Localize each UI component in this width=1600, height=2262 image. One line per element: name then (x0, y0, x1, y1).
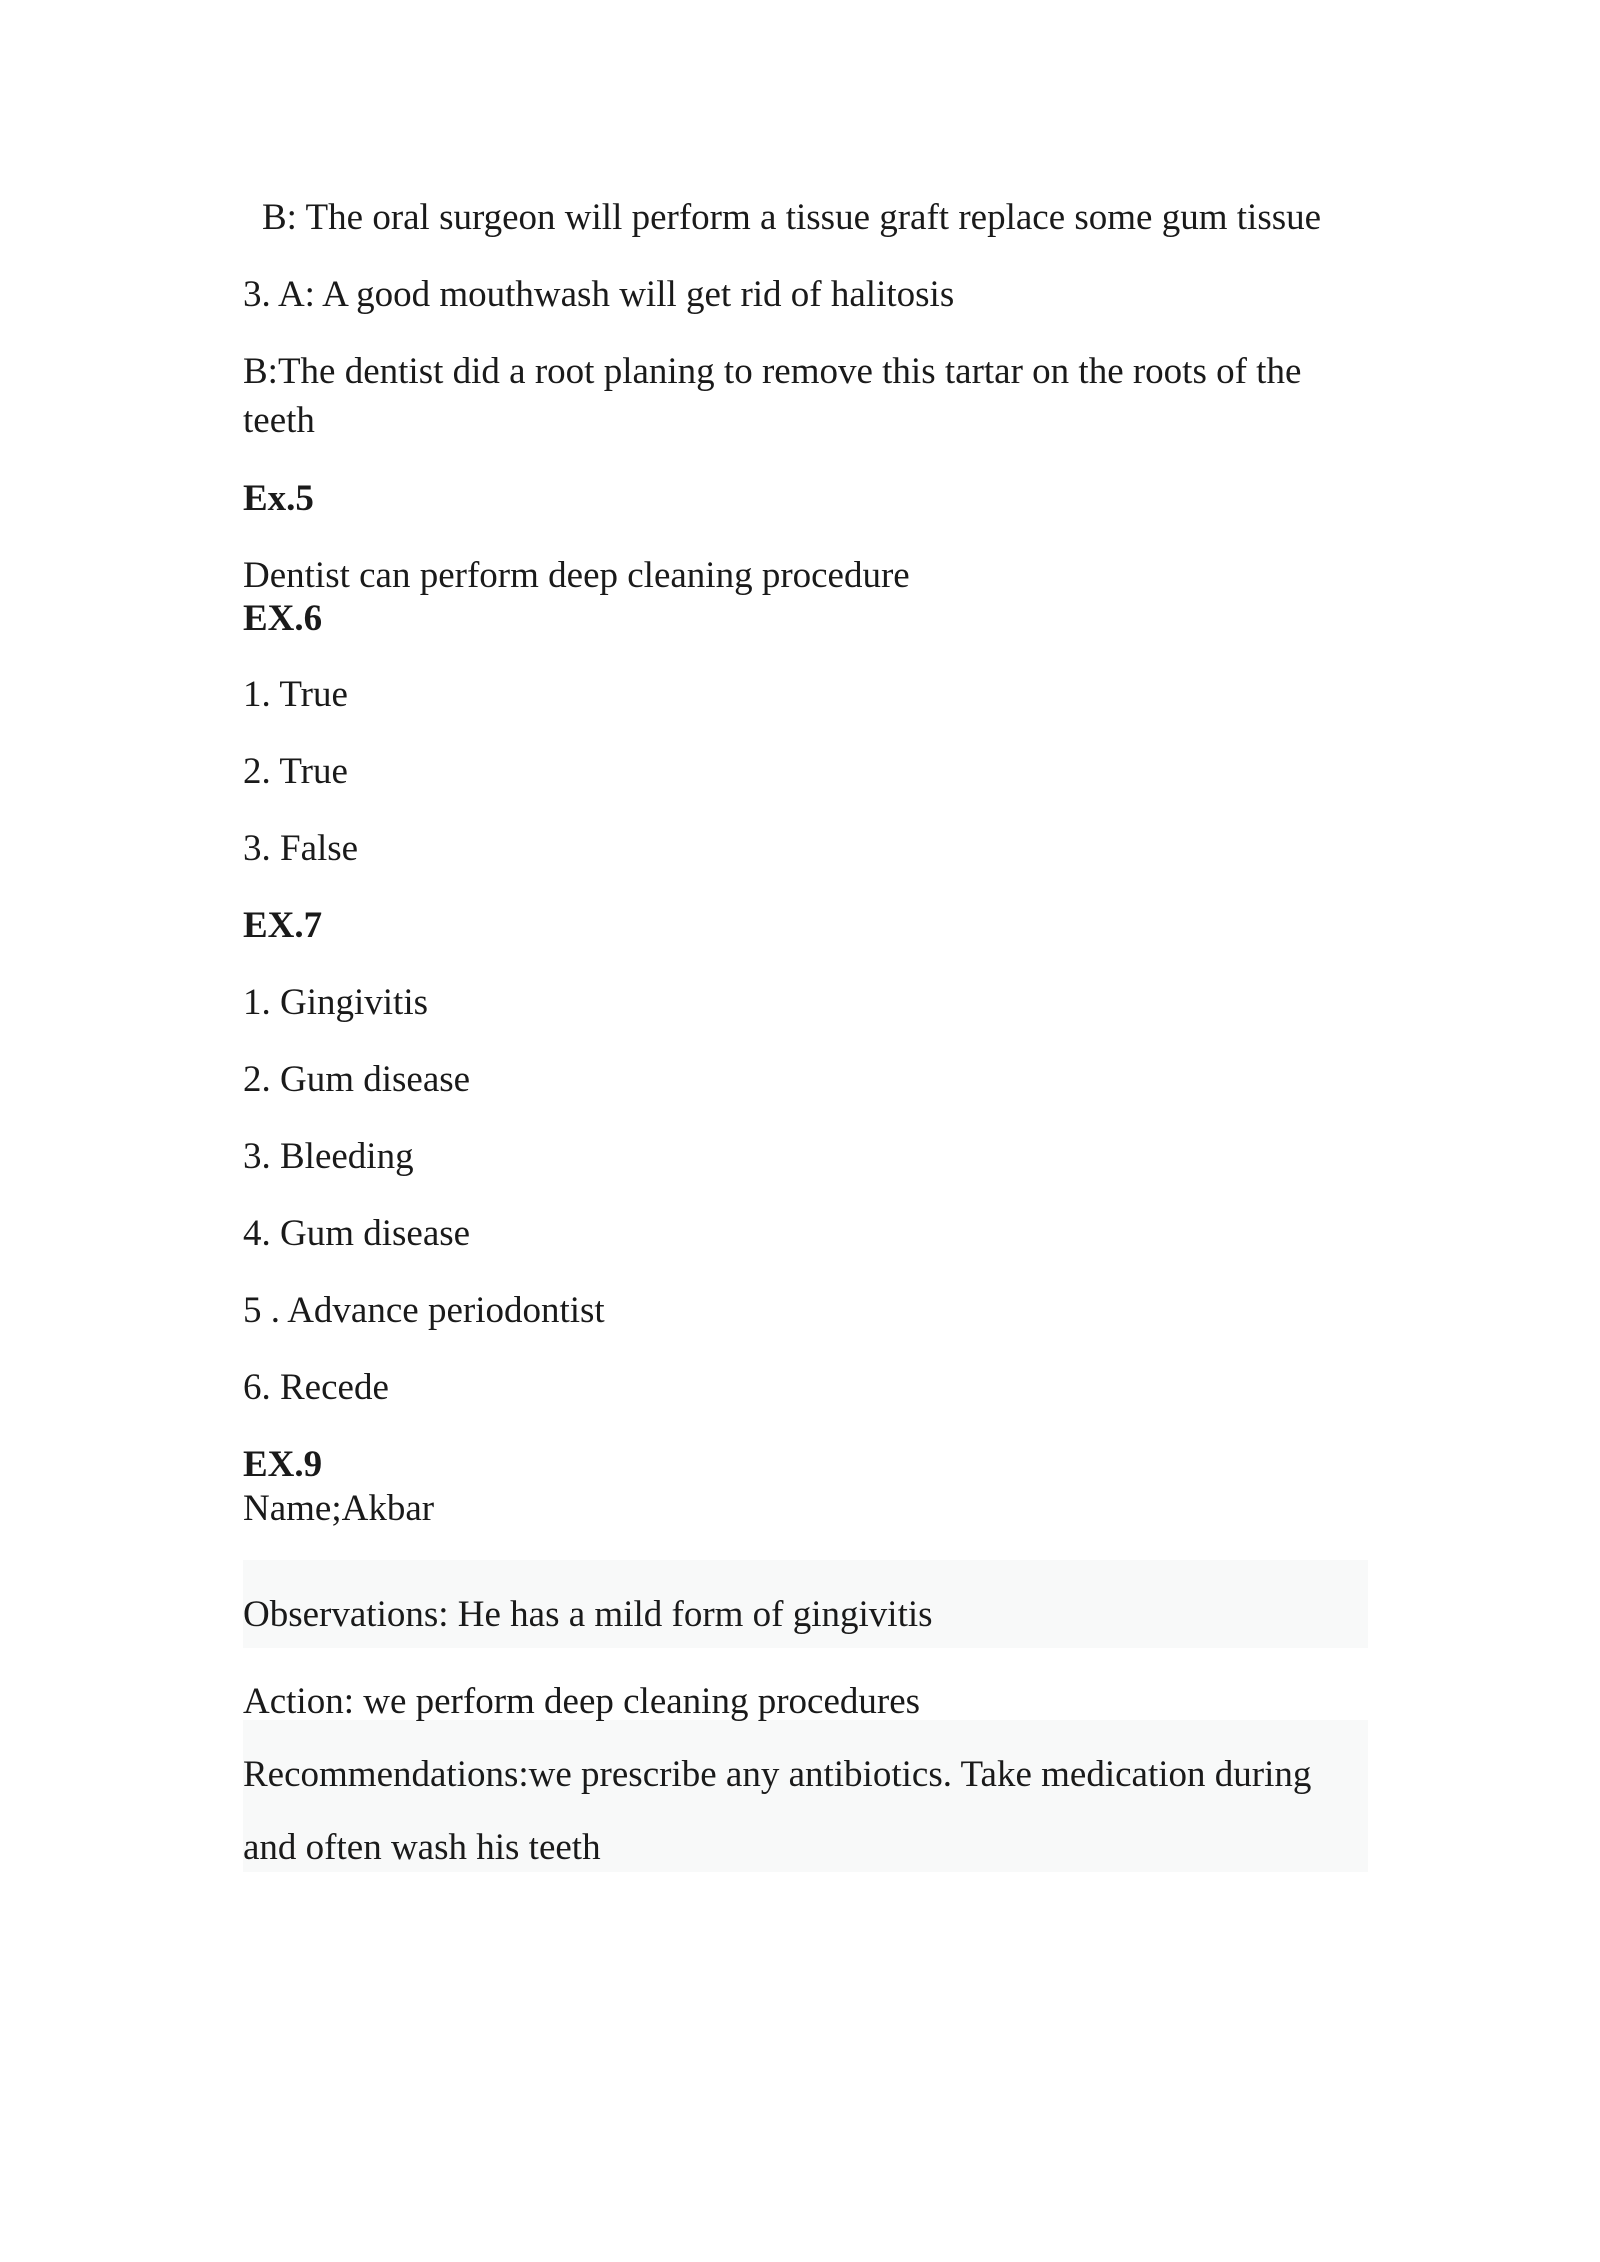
exercise-5-heading: Ex.5 (243, 478, 314, 519)
exercise-7-item-2: 2. Gum disease (243, 1059, 471, 1100)
exercise-6-heading: EX.6 (243, 598, 323, 639)
exercise-7-item-4: 4. Gum disease (243, 1213, 471, 1254)
exercise-7-heading: EX.7 (243, 905, 323, 946)
exercise-7-item-1: 1. Gingivitis (243, 982, 429, 1023)
exercise-6-item-1: 1. True (243, 674, 348, 715)
exercise-7-item-5: 5 . Advance periodontist (243, 1290, 605, 1331)
exercise-9-recommendations-line-2: and often wash his teeth (243, 1827, 601, 1868)
answer-b-root-planing: B:The dentist did a root planing to remove this tartar on the roots of the teeth (243, 351, 1302, 441)
exercise-7-item-3: 3. Bleeding (243, 1136, 414, 1177)
exercise-9-heading: EX.9 (243, 1444, 323, 1485)
exercise-9-name: Name;Akbar (243, 1488, 435, 1529)
exercise-5-answer: Dentist can perform deep cleaning procedure (243, 555, 910, 596)
exercise-9-recommendations-line-1: Recommendations:we prescribe any antibiotics. Take medication during (243, 1754, 1312, 1795)
answer-3a-mouthwash: 3. A: A good mouthwash will get rid of halitosis (243, 274, 955, 315)
exercise-9-observations: Observations: He has a mild form of gingivitis (243, 1594, 933, 1635)
exercise-9-action: Action: we perform deep cleaning procedures (243, 1681, 921, 1722)
exercise-6-item-2: 2. True (243, 751, 348, 792)
exercise-7-item-6: 6. Recede (243, 1367, 389, 1408)
exercise-6-item-3: 3. False (243, 828, 359, 869)
answer-b-tissue-graft: B: The oral surgeon will perform a tissue graft replace some gum tissue (262, 197, 1322, 238)
